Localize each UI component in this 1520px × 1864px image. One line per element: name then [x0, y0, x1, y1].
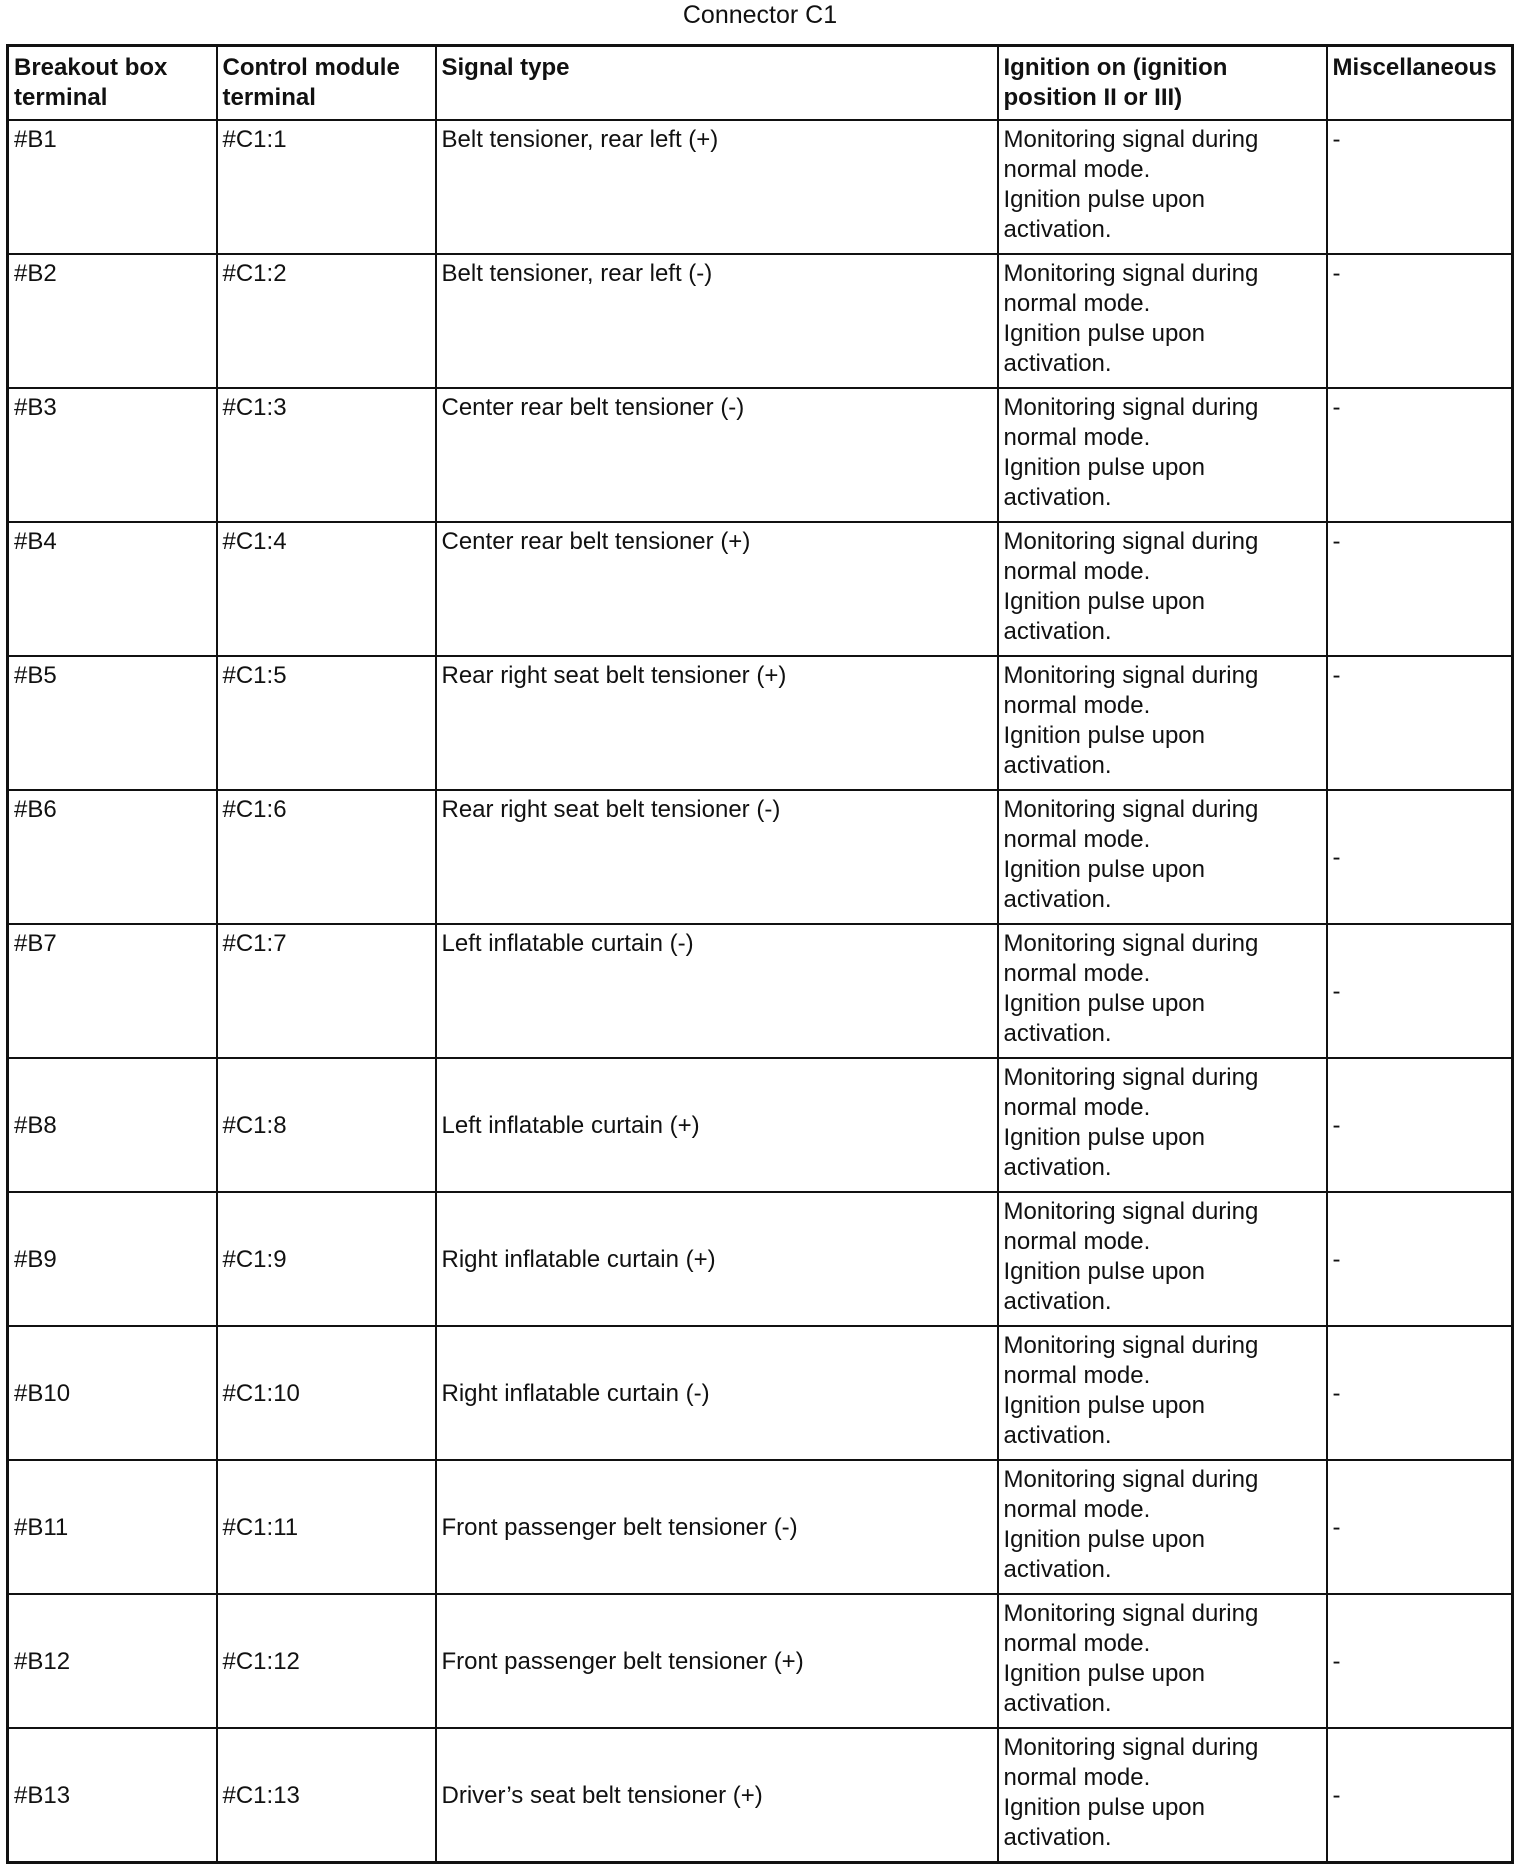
ignition-description-line: Monitoring signal during — [1003, 1064, 1259, 1091]
signal-type-cell: Right inflatable curtain (+) — [436, 1192, 998, 1326]
module-terminal-cell: #C1:12 — [217, 1594, 436, 1728]
header-row — [8, 46, 1513, 121]
ignition-description-line: activation. — [1003, 1556, 1112, 1583]
ignition-description-line: activation. — [1003, 350, 1112, 377]
module-terminal-cell: #C1:1 — [217, 120, 436, 254]
ignition-description-line: Ignition pulse upon — [1003, 1258, 1205, 1285]
breakout-terminal-cell: #B12 — [8, 1594, 217, 1728]
miscellaneous-cell: - — [1327, 924, 1513, 1058]
ignition-description-cell — [998, 120, 1327, 254]
module-terminal-cell: #C1:3 — [217, 388, 436, 522]
ignition-description-cell — [998, 388, 1327, 522]
ignition-description-line: Ignition pulse upon — [1003, 722, 1205, 749]
module-terminal-cell: #C1:10 — [217, 1326, 436, 1460]
signal-type-cell: Right inflatable curtain (-) — [436, 1326, 998, 1460]
miscellaneous-cell: - — [1327, 1192, 1513, 1326]
ignition-description-line: normal mode. — [1003, 1228, 1151, 1255]
miscellaneous-cell: - — [1327, 1326, 1513, 1460]
miscellaneous-cell: - — [1327, 1058, 1513, 1192]
miscellaneous-cell: - — [1327, 388, 1513, 522]
breakout-terminal-cell: #B6 — [8, 790, 217, 924]
table-row — [8, 790, 1513, 924]
table-header — [8, 46, 1513, 121]
ignition-description-line: Ignition pulse upon — [1003, 320, 1205, 347]
ignition-description-line: activation. — [1003, 752, 1112, 779]
ignition-description-cell — [998, 1192, 1327, 1326]
connector-pinout-table — [6, 44, 1514, 1864]
ignition-description-line: Monitoring signal during — [1003, 1466, 1259, 1493]
table-row — [8, 1460, 1513, 1594]
ignition-description-line: normal mode. — [1003, 960, 1151, 987]
signal-type-cell: Center rear belt tensioner (+) — [436, 522, 998, 656]
breakout-terminal-cell: #B9 — [8, 1192, 217, 1326]
ignition-description-line: normal mode. — [1003, 156, 1151, 183]
module-terminal-cell: #C1:9 — [217, 1192, 436, 1326]
ignition-description-line: normal mode. — [1003, 1764, 1151, 1791]
table-row — [8, 1058, 1513, 1192]
breakout-terminal-cell: #B5 — [8, 656, 217, 790]
signal-type-cell: Left inflatable curtain (+) — [436, 1058, 998, 1192]
ignition-description-line: Monitoring signal during — [1003, 1198, 1259, 1225]
ignition-description-line: Ignition pulse upon — [1003, 1794, 1205, 1821]
breakout-terminal-cell: #B13 — [8, 1728, 217, 1863]
ignition-description-cell — [998, 254, 1327, 388]
breakout-terminal-cell: #B8 — [8, 1058, 217, 1192]
ignition-description-cell — [998, 790, 1327, 924]
table-row — [8, 522, 1513, 656]
ignition-description-line: Monitoring signal during — [1003, 528, 1259, 555]
ignition-description-cell — [998, 1594, 1327, 1728]
ignition-description-line: normal mode. — [1003, 1094, 1151, 1121]
table-row — [8, 388, 1513, 522]
ignition-description-line: Ignition pulse upon — [1003, 1526, 1205, 1553]
signal-type-cell: Left inflatable curtain (-) — [436, 924, 998, 1058]
breakout-terminal-cell: #B10 — [8, 1326, 217, 1460]
ignition-description-line: Monitoring signal during — [1003, 394, 1259, 421]
table-row — [8, 656, 1513, 790]
ignition-description-line: normal mode. — [1003, 290, 1151, 317]
ignition-description-line: Monitoring signal during — [1003, 662, 1259, 689]
ignition-description-line: Monitoring signal during — [1003, 796, 1259, 823]
ignition-description-line: activation. — [1003, 1154, 1112, 1181]
module-terminal-cell: #C1:6 — [217, 790, 436, 924]
signal-type-cell: Belt tensioner, rear left (+) — [436, 120, 998, 254]
breakout-terminal-cell: #B1 — [8, 120, 217, 254]
module-terminal-cell: #C1:2 — [217, 254, 436, 388]
table-row — [8, 1728, 1513, 1863]
miscellaneous-cell: - — [1327, 656, 1513, 790]
miscellaneous-cell: - — [1327, 790, 1513, 924]
ignition-description-line: Ignition pulse upon — [1003, 588, 1205, 615]
ignition-description-line: activation. — [1003, 1422, 1112, 1449]
table-row — [8, 1326, 1513, 1460]
ignition-description-line: normal mode. — [1003, 1630, 1151, 1657]
table-body — [8, 120, 1513, 1863]
ignition-description-line: Ignition pulse upon — [1003, 454, 1205, 481]
signal-type-cell: Front passenger belt tensioner (+) — [436, 1594, 998, 1728]
ignition-description-line: normal mode. — [1003, 826, 1151, 853]
ignition-description-line: activation. — [1003, 1690, 1112, 1717]
miscellaneous-cell: - — [1327, 1594, 1513, 1728]
ignition-description-line: Monitoring signal during — [1003, 260, 1259, 287]
ignition-description-line: Ignition pulse upon — [1003, 1392, 1205, 1419]
ignition-description-line: Monitoring signal during — [1003, 1600, 1259, 1627]
miscellaneous-cell: - — [1327, 120, 1513, 254]
module-terminal-cell: #C1:8 — [217, 1058, 436, 1192]
ignition-description-line: activation. — [1003, 1824, 1112, 1851]
breakout-terminal-cell: #B2 — [8, 254, 217, 388]
ignition-description-cell — [998, 924, 1327, 1058]
miscellaneous-cell: - — [1327, 1460, 1513, 1594]
header-control-module-terminal: Control module terminal — [217, 46, 436, 121]
table-row — [8, 1192, 1513, 1326]
signal-type-cell: Center rear belt tensioner (-) — [436, 388, 998, 522]
ignition-description-line: Monitoring signal during — [1003, 1332, 1259, 1359]
header-ignition-on: Ignition on (ignition position II or III) — [998, 46, 1327, 121]
ignition-description-line: Ignition pulse upon — [1003, 1124, 1205, 1151]
ignition-description-line: normal mode. — [1003, 558, 1151, 585]
signal-type-cell: Driver’s seat belt tensioner (+) — [436, 1728, 998, 1863]
page-title: Connector C1 — [682, 1, 838, 29]
module-terminal-cell: #C1:5 — [217, 656, 436, 790]
ignition-description-line: activation. — [1003, 886, 1112, 913]
signal-type-cell: Rear right seat belt tensioner (-) — [436, 790, 998, 924]
table-row — [8, 924, 1513, 1058]
header-signal-type: Signal type — [436, 46, 998, 121]
ignition-description-line: normal mode. — [1003, 692, 1151, 719]
miscellaneous-cell: - — [1327, 254, 1513, 388]
ignition-description-line: activation. — [1003, 1288, 1112, 1315]
ignition-description-line: Monitoring signal during — [1003, 1734, 1259, 1761]
signal-type-cell: Belt tensioner, rear left (-) — [436, 254, 998, 388]
table-row — [8, 120, 1513, 254]
ignition-description-line: Monitoring signal during — [1003, 930, 1259, 957]
module-terminal-cell: #C1:4 — [217, 522, 436, 656]
ignition-description-cell — [998, 522, 1327, 656]
ignition-description-line: activation. — [1003, 1020, 1112, 1047]
ignition-description-cell — [998, 1728, 1327, 1863]
header-breakout-box-terminal: Breakout box terminal — [8, 46, 217, 121]
module-terminal-cell: #C1:7 — [217, 924, 436, 1058]
ignition-description-line: Ignition pulse upon — [1003, 856, 1205, 883]
ignition-description-line: Ignition pulse upon — [1003, 186, 1205, 213]
miscellaneous-cell: - — [1327, 1728, 1513, 1863]
ignition-description-line: normal mode. — [1003, 1496, 1151, 1523]
ignition-description-cell — [998, 1058, 1327, 1192]
ignition-description-line: Monitoring signal during — [1003, 126, 1259, 153]
signal-type-cell: Rear right seat belt tensioner (+) — [436, 656, 998, 790]
ignition-description-line: activation. — [1003, 216, 1112, 243]
table-row — [8, 254, 1513, 388]
breakout-terminal-cell: #B3 — [8, 388, 217, 522]
table-row — [8, 1594, 1513, 1728]
module-terminal-cell: #C1:13 — [217, 1728, 436, 1863]
ignition-description-line: activation. — [1003, 618, 1112, 645]
breakout-terminal-cell: #B11 — [8, 1460, 217, 1594]
breakout-terminal-cell: #B7 — [8, 924, 217, 1058]
module-terminal-cell: #C1:11 — [217, 1460, 436, 1594]
ignition-description-line: normal mode. — [1003, 424, 1151, 451]
signal-type-cell: Front passenger belt tensioner (-) — [436, 1460, 998, 1594]
ignition-description-cell — [998, 1460, 1327, 1594]
ignition-description-cell — [998, 656, 1327, 790]
ignition-description-line: Ignition pulse upon — [1003, 1660, 1205, 1687]
miscellaneous-cell: - — [1327, 522, 1513, 656]
ignition-description-cell — [998, 1326, 1327, 1460]
breakout-terminal-cell: #B4 — [8, 522, 217, 656]
ignition-description-line: normal mode. — [1003, 1362, 1151, 1389]
header-miscellaneous: Miscellaneous — [1327, 46, 1513, 121]
ignition-description-line: activation. — [1003, 484, 1112, 511]
ignition-description-line: Ignition pulse upon — [1003, 990, 1205, 1017]
